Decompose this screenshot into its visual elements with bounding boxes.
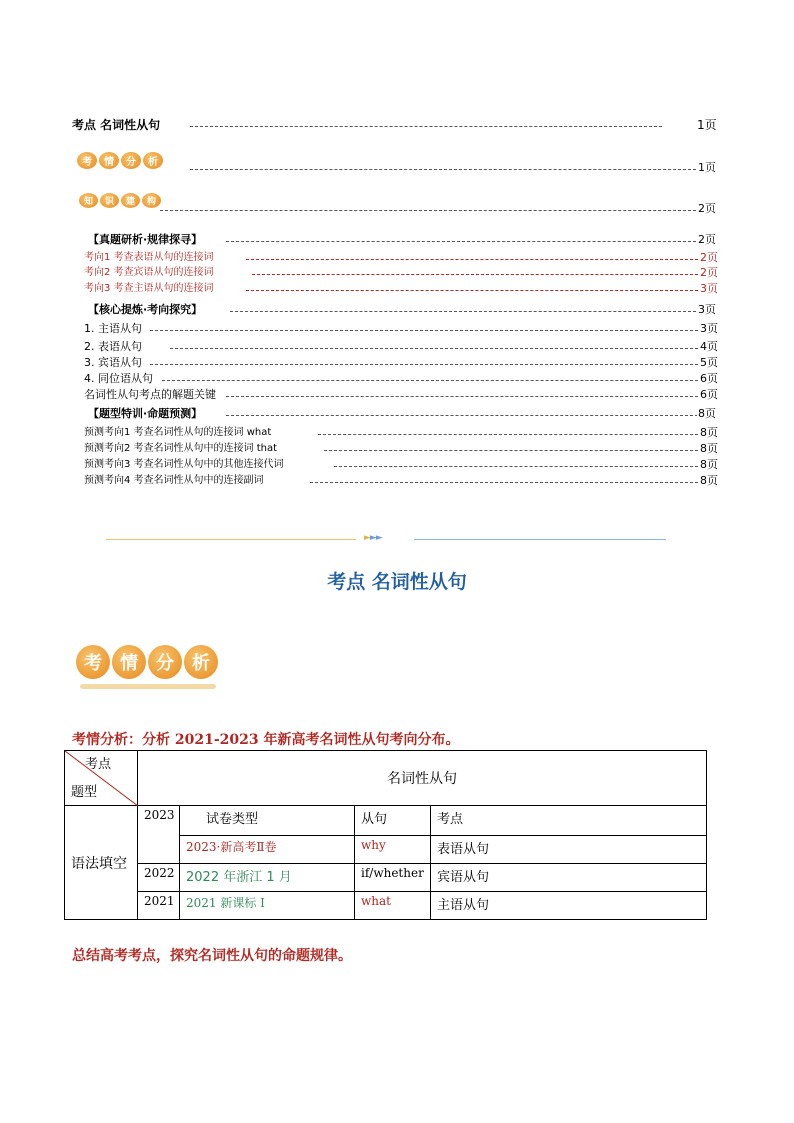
- kaoqing-badge-small: [77, 152, 163, 169]
- badge-char: 考: [77, 152, 97, 169]
- toc-label: 预测考向3 考查名词性从句中的其他连接代词: [84, 459, 284, 470]
- toc-label: 考向3 考查主语从句的连接词: [84, 283, 214, 294]
- badge-underline: [80, 684, 216, 689]
- toc-leader: [226, 415, 698, 416]
- clause-cell: what: [355, 892, 431, 920]
- toc-page: 5页: [700, 356, 718, 369]
- col-header-paper: 试卷类型: [180, 806, 355, 836]
- toc-label: 预测考向2 考查名词性从句中的连接词 that: [84, 443, 278, 454]
- toc-leader: [170, 348, 698, 349]
- col-header-clause: 从句: [355, 806, 431, 836]
- toc-leader: [318, 434, 698, 435]
- toc-label: 预测考向4 考查名词性从句中的连接副词: [84, 475, 264, 486]
- toc-label: 【题型特训·命题预测】: [88, 407, 203, 420]
- toc-leader: [162, 380, 698, 381]
- badge-char: 情: [99, 152, 119, 169]
- toc-label: 【真题研析·规律探寻】: [88, 233, 203, 246]
- question-type-cell: 语法填空: [65, 806, 138, 920]
- clause-cell: if/whether: [355, 864, 431, 892]
- kaoqing-badge-large: [76, 645, 218, 679]
- toc-leader: [246, 290, 698, 291]
- toc-leader: [190, 126, 662, 127]
- toc-label: 2. 表语从句: [84, 340, 142, 353]
- toc-page: 8页: [700, 458, 718, 471]
- toc-label: 4. 同位语从句: [84, 372, 153, 385]
- toc-page: 8页: [700, 442, 718, 455]
- year-cell: 2023: [138, 806, 180, 864]
- toc-leader: [150, 364, 698, 365]
- paper-cell: 2023·新高考Ⅱ卷: [180, 836, 355, 864]
- toc-page: 3页: [698, 303, 716, 316]
- corner-bottom-label: 题型: [71, 785, 98, 800]
- toc-page: 2页: [700, 251, 718, 264]
- toc-label: 考向2 考查宾语从句的连接词: [84, 267, 214, 278]
- table-corner-cell: [65, 751, 138, 806]
- col-header-point: 考点: [431, 806, 707, 836]
- toc-page: 6页: [700, 388, 718, 401]
- clause-cell: why: [355, 836, 431, 864]
- badge-char: 析: [143, 152, 163, 169]
- toc-leader: [226, 241, 696, 242]
- toc-leader: [190, 169, 696, 170]
- paper-cell: 2021 新课标 I: [180, 892, 355, 920]
- badge-char: 构: [142, 193, 161, 208]
- badge-char: 识: [100, 193, 119, 208]
- divider-line-right: [414, 539, 666, 540]
- toc-leader: [246, 259, 698, 260]
- analysis-heading: 考情分析：分析 2021-2023 年新高考名词性从句考向分布。: [72, 732, 460, 748]
- toc-page: 6页: [700, 372, 718, 385]
- toc-leader: [252, 274, 698, 275]
- toc-label: 考点 名词性从句: [72, 118, 161, 132]
- toc-label: 【核心提炼·考向探究】: [88, 303, 203, 316]
- badge-char: 分: [121, 152, 141, 169]
- year-cell: 2021: [138, 892, 180, 920]
- toc-page: 2页: [700, 266, 718, 279]
- badge-char: 知: [79, 193, 98, 208]
- divider-line-left: [106, 539, 356, 540]
- toc-leader: [310, 482, 698, 483]
- point-cell: 表语从句: [431, 836, 707, 864]
- toc-label: 预测考向1 考查名词性从句的连接词 what: [84, 427, 272, 438]
- toc-label: 1. 主语从句: [84, 322, 142, 335]
- section-divider: [106, 533, 666, 543]
- toc-leader: [334, 466, 698, 467]
- badge-char: 建: [121, 193, 140, 208]
- corner-top-label: 考点: [85, 757, 112, 772]
- toc-page: 2页: [698, 233, 716, 246]
- toc-page: 1页: [697, 118, 717, 132]
- toc-label: 3. 宾语从句: [84, 356, 142, 369]
- badge-char: 析: [184, 645, 218, 679]
- badge-char: 考: [76, 645, 110, 679]
- toc-label: 名词性从句考点的解题关键: [84, 388, 216, 401]
- toc-page: 4页: [700, 340, 718, 353]
- point-cell: 主语从句: [431, 892, 707, 920]
- badge-char: 情: [112, 645, 146, 679]
- toc-page: 8页: [698, 407, 716, 420]
- toc-leader: [324, 450, 698, 451]
- page-title: 考点 名词性从句: [327, 571, 467, 593]
- toc-page: 3页: [700, 282, 718, 295]
- divider-arrows-icon: ►►►: [364, 533, 382, 543]
- point-cell: 宾语从句: [431, 864, 707, 892]
- toc-leader: [150, 330, 698, 331]
- summary-text: 总结高考考点，探究名词性从句的命题规律。: [72, 948, 352, 964]
- year-cell: 2022: [138, 864, 180, 892]
- table-header: 名词性从句: [138, 751, 707, 806]
- paper-cell: 2022 年浙江 1 月: [180, 864, 355, 892]
- toc-leader: [160, 210, 696, 211]
- exam-distribution-table: [64, 750, 707, 920]
- toc-page: 2页: [698, 202, 716, 215]
- toc-leader: [230, 311, 696, 312]
- zhishi-badge-small: [79, 193, 161, 208]
- toc-page: 8页: [700, 426, 718, 439]
- toc-label: 考向1 考查表语从句的连接词: [84, 252, 214, 263]
- toc-page: 8页: [700, 474, 718, 487]
- badge-char: 分: [148, 645, 182, 679]
- toc-page: 3页: [700, 322, 718, 335]
- toc-page: 1页: [698, 161, 716, 174]
- toc-leader: [226, 396, 698, 397]
